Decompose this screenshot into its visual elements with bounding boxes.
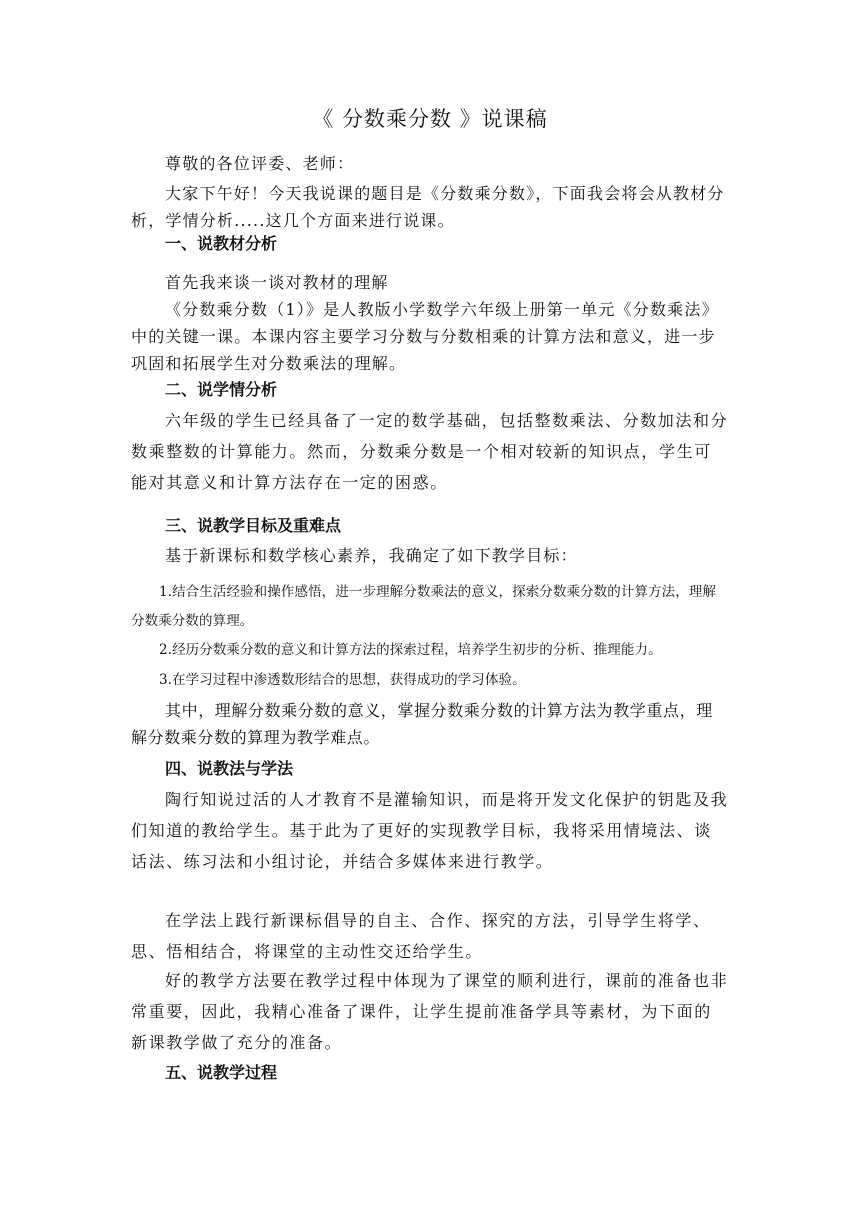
- page-title: 《 分数乘分数 》说课稿: [312, 107, 548, 131]
- intro-paragraph: 大家下午好！今天我说课的题目是《分数乘分数》，下面我会将会从教材分析，学情分析.....这几个方面来进行说课。: [131, 184, 725, 230]
- section-heading-4: 四、说教法与学法: [165, 759, 294, 778]
- section-heading-5: 五、说教学过程: [165, 1063, 278, 1082]
- section-4-paragraph-1: 陶行知说过活的人才教育不是灌输知识，而是将开发文化保护的钥匙及我们知道的教给学生。基于此为了更好的实现教学目标，我将采用情境法、谈话法、练习法和小组讨论，并结合多媒体来进行教学。: [131, 790, 729, 871]
- teaching-goal-2: 2.经历分数乘分数的意义和计算方法的探索过程，培养学生初步的分析、推理能力。: [159, 642, 662, 658]
- section-4-paragraph-3: 好的教学方法要在教学过程中体现为了课堂的顺利进行，课前的准备也非常重要，因此，我精心准备了课件，让学生提前准备学具等素材，为下面的新课教学做了充分的准备。: [131, 971, 729, 1052]
- teaching-goal-3: 3.在学习过程中渗透数形结合的思想，获得成功的学习体验。: [159, 672, 526, 688]
- section-heading-1: 一、说教材分析: [165, 234, 278, 253]
- section-1-paragraph-2: 《分数乘分数（1）》是人教版小学数学六年级上册第一单元《分数乘法》中的关键一课。本课内容主要学习分数与分数相乘的计算方法和意义，进一步巩固和拓展学生对分数乘法的理解。: [131, 300, 719, 373]
- section-1-paragraph-1: 首先我来谈一谈对教材的理解: [165, 273, 389, 292]
- section-heading-3: 三、说教学目标及重难点: [165, 516, 342, 535]
- teaching-goal-1: 1.结合生活经验和操作感悟，进一步理解分数乘法的意义，探索分数乘分数的计算方法，理解分数乘分数的算理。: [131, 584, 717, 629]
- section-4-paragraph-2: 在学法上践行新课标倡导的自主、合作、探究的方法，引导学生将学、思、悟相结合，将课堂的主动性交还给学生。: [131, 911, 711, 961]
- section-3-paragraph-1: 基于新课标和数学核心素养，我确定了如下教学目标：: [165, 546, 578, 565]
- section-3-paragraph-2: 其中，理解分数乘分数的意义，掌握分数乘分数的计算方法为教学重点，理解分数乘分数的算理为教学难点。: [131, 701, 713, 747]
- section-2-paragraph-1: 六年级的学生已经具备了一定的数学基础，包括整数乘法、分数加法和分数乘整数的计算能力。然而，分数乘分数是一个相对较新的知识点，学生可能对其意义和计算方法存在一定的困惑。: [131, 411, 729, 492]
- greeting: 尊敬的各位评委、老师：: [165, 154, 355, 173]
- section-heading-2: 二、说学情分析: [165, 380, 278, 399]
